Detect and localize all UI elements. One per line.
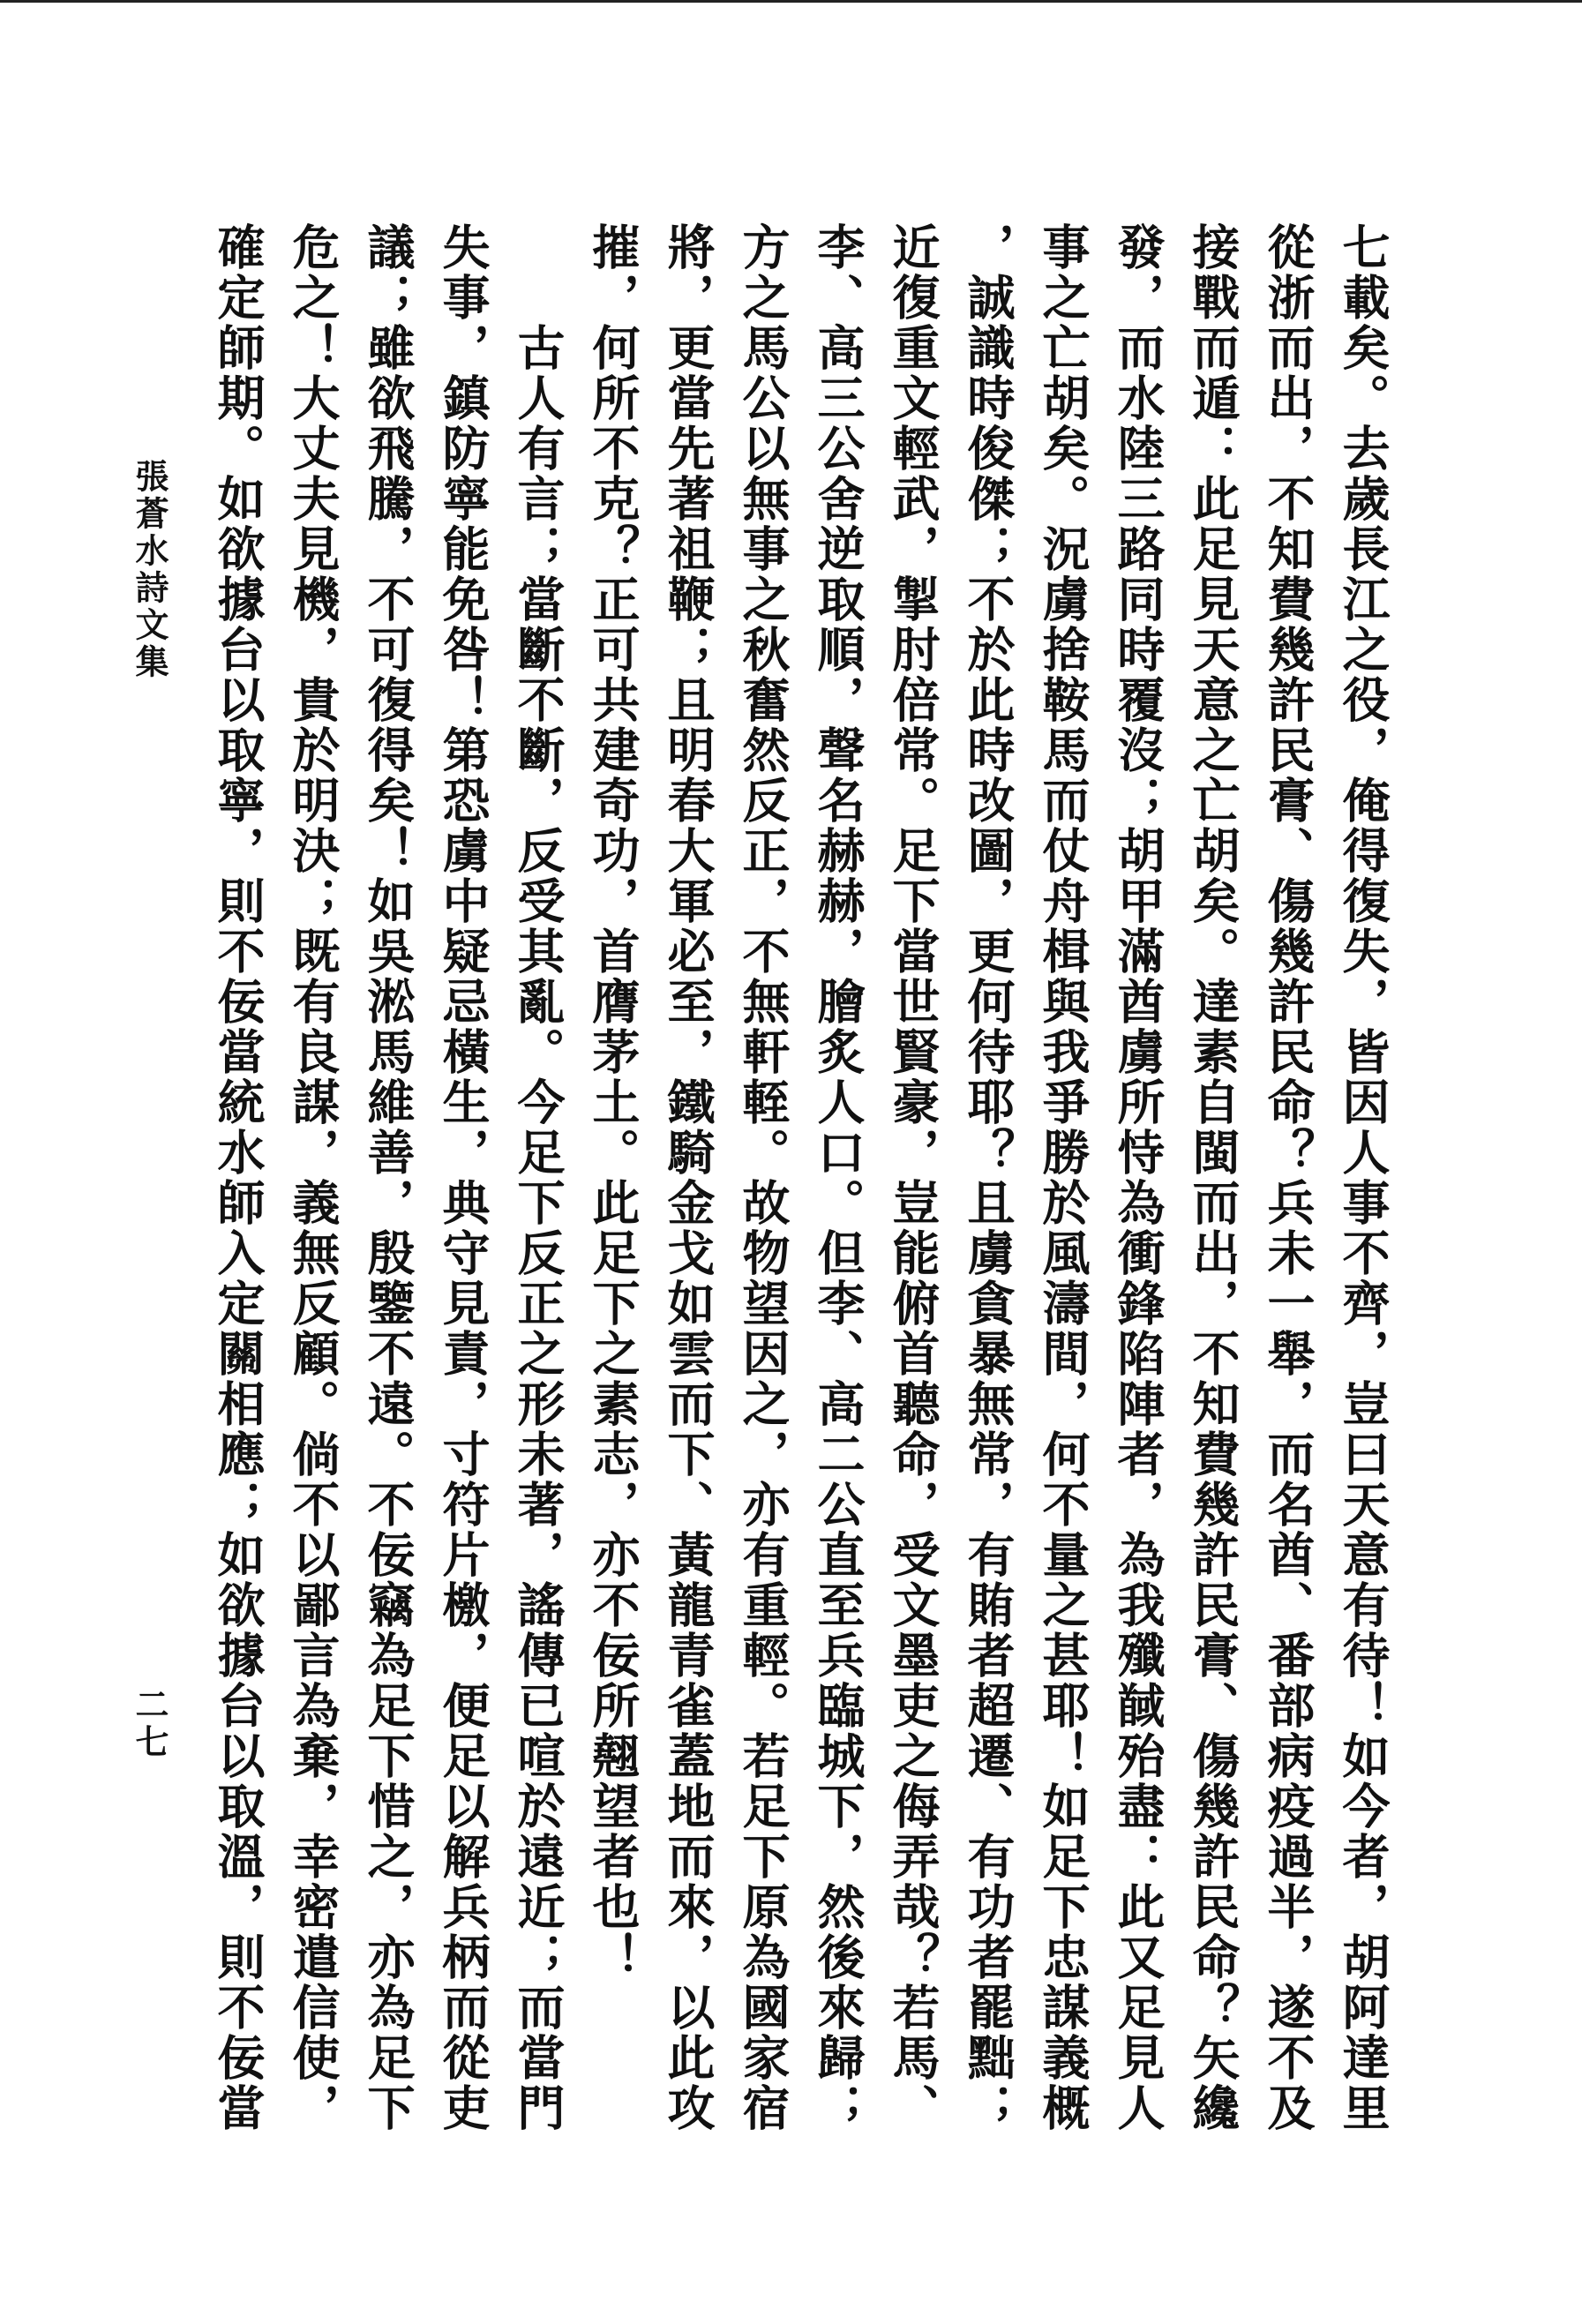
top-rule <box>0 0 1582 3</box>
text-column-8: 李、高三公舍逆取順，聲名赫赫，膾炙人口。但李、高二公直至兵臨城下，然後來歸； <box>810 222 866 2133</box>
text-column-1: 七載矣。去歲長江之役，俺得復失，皆因人事不齊，豈曰天意有待！如今者，胡阿達里 <box>1335 222 1391 2133</box>
text-column-10: 將，更當先著祖鞭；且明春大軍必至，鐵騎金戈如雲而下、黃龍青雀蓋地而來，以此攻 <box>660 222 716 2133</box>
text-column-3: 接戰而遁：此足見天意之亡胡矣。達素自閩而出，不知費幾許民膏、傷幾許民命？矢纔 <box>1185 222 1241 2133</box>
text-column-14: 議；雖欲飛騰，不可復得矣！如吳淞馬維善，殷鑒不遠。不佞竊為足下惜之，亦為足下 <box>360 222 416 2133</box>
text-column-5: 事之亡胡矣。況虜捨鞍馬而仗舟楫與我爭勝於風濤間，何不量之甚耶！如足下忠謀義概 <box>1035 222 1091 2133</box>
text-column-12: 古人有言；當斷不斷，反受其亂。今足下反正之形未著，謠傳已喧於遠近；而當門 <box>510 222 566 2133</box>
body-text <box>200 222 1400 2163</box>
text-column-13: 失事，鎮防寧能免咎！第恐虜中疑忌橫生，典守見責，寸符片檄，便足以解兵柄而從吏 <box>435 222 491 2133</box>
running-title: 張蒼水詩文集 <box>130 459 169 681</box>
text-column-16: 確定師期。如欲據台以取寧，則不佞當統水師入定關相應；如欲據台以取溫，則不佞當 <box>210 222 266 2133</box>
text-column-11: 摧，何所不克？正可共建奇功，首膺茅土。此足下之素志，亦不佞所翹望者也！ <box>585 222 641 1983</box>
text-column-6: ，誠識時俊傑；不於此時改圖，更何待耶？且虜貪暴無常，有賄者超遷、有功者罷黜； <box>960 222 1016 2133</box>
text-column-9: 方之馬公以無事之秋奮然反正，不無軒輊。故物望因之，亦有重輕。若足下原為國家宿 <box>735 222 791 2133</box>
text-column-2: 從浙而出，不知費幾許民膏、傷幾許民命？兵未一舉，而名酋、番部病疫過半，遂不及 <box>1260 222 1316 2133</box>
text-column-15: 危之！大丈夫見機，貴於明決；既有良謀，義無反顧。倘不以鄙言為棄，幸密遣信使， <box>285 222 341 2133</box>
text-column-4: 發，而水陸三路同時覆沒；胡甲滿酋虜所恃為衝鋒陷陣者，為我殲馘殆盡：此又足見人 <box>1110 222 1166 2133</box>
page-number: 二七 <box>130 1687 169 1761</box>
text-column-7: 近復重文輕武，掣肘倍常。足下當世賢豪，豈能俯首聽命，受文墨吏之侮弄哉？若馬、 <box>885 222 941 2133</box>
